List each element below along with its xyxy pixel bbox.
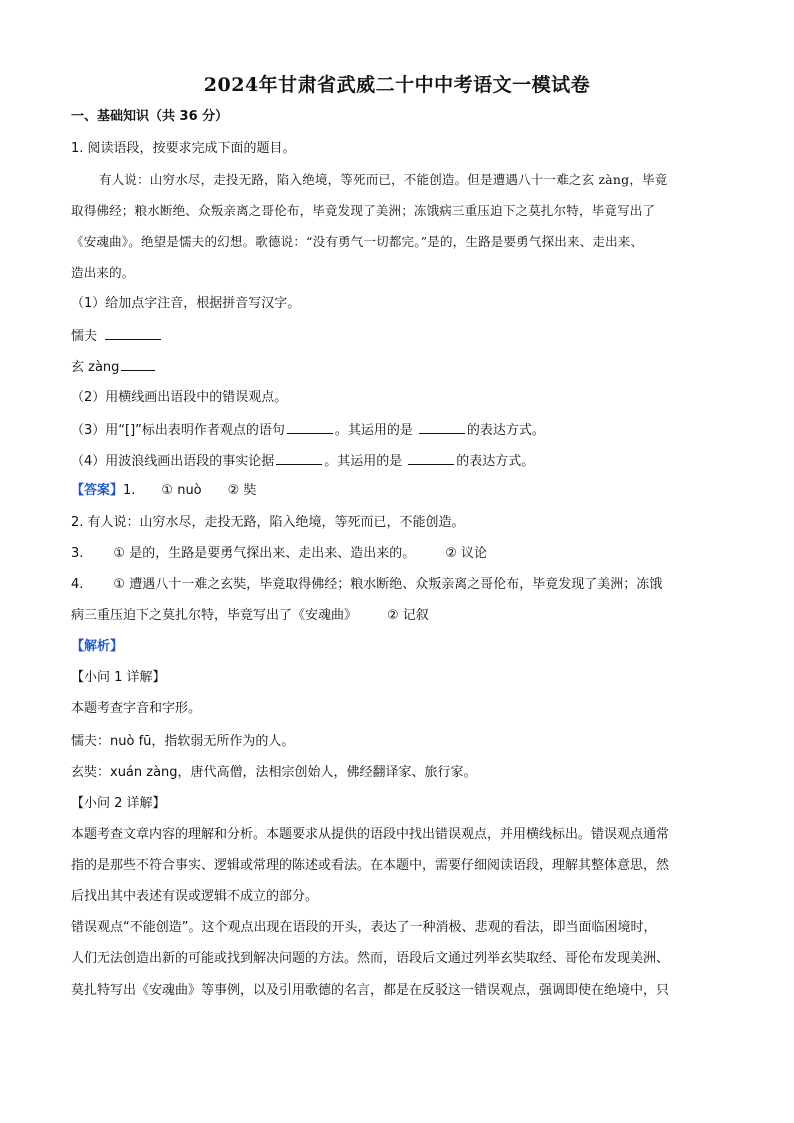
answer-part: ① 是的，生路是要勇气探出来、走出来、造出来的。 [113,546,416,561]
passage-line: 有人说：山穷水尽，走投无路，陷入绝境，等死而已，不能创造。但是遭遇八十一难之玄 zàng，毕竟 [99,172,668,187]
sub-question-1a [71,326,163,346]
sub-question-1: （1）给加点字注音，根据拼音写汉字。 [71,296,301,311]
sub-question-4-text-c: 的表达方式。 [456,454,535,469]
answer-blank [276,451,322,465]
answer-line-2: 2. 有人说：山穷水尽，走投无路，陷入绝境，等死而已，不能创造。 [71,515,465,530]
sub-question-3-text-b: 。其运用的是 [334,423,413,438]
answer-blank [121,357,155,371]
answer-label: 【答案】 [71,483,124,498]
answer-part: ② 记叙 [387,608,429,623]
answer-part: ① nuò [161,483,202,498]
passage-line: 《安魂曲》。绝望是懦夫的幻想。歌德说：“没有勇气一切都完。”是的，生路是要勇气探出来、走出来、 [71,234,644,249]
sub-question-3-text-a: （3）用“[]”标出表明作者观点的语句 [71,423,285,438]
answer-line-4 [71,576,662,594]
sub-analysis-1-heading: 【小问 1 详解】 [71,670,166,685]
sub-question-1b [71,357,157,377]
question-stem: 1. 阅读语段，按要求完成下面的题目。 [71,141,296,156]
passage-line: 造出来的。 [71,265,135,280]
answer-line-1 [71,482,256,500]
answer-number: 3. [71,546,84,561]
answer-blank [419,420,465,434]
analysis-label: 【解析】 [71,639,124,654]
sub-question-4 [71,451,534,471]
page-title: 2024年甘肃省武威二十中中考语文一模试卷 [203,74,591,96]
answer-number: 1. [123,483,136,498]
answer-line-4-cont [71,607,429,625]
answer-number: 4. [71,577,84,592]
sub-question-1b-label: 玄 zàng [71,360,120,375]
analysis-text: 指的是那些不符合事实、逻辑或常理的陈述或看法。在本题中，需要仔细阅读语段，理解其整体意思，然 [71,858,670,873]
sub-question-4-text-a: （4）用波浪线画出语段的事实论据 [71,454,275,469]
answer-blank [105,326,161,340]
answer-blank [408,451,454,465]
section-heading: 一、基础知识（共 36 分） [71,109,229,124]
sub-question-3-text-c: 的表达方式。 [466,423,545,438]
answer-part: 病三重压迫下之莫扎尔特，毕竟写出了《安魂曲》 [71,608,358,623]
analysis-text: 错误观点“不能创造”。这个观点出现在语段的开头，表达了一种消极、悲观的看法，即当面临困境时， [71,920,657,935]
sub-question-2: （2）用横线画出语段中的错误观点。 [71,390,288,405]
answer-line-3 [71,545,487,563]
sub-analysis-2-heading: 【小问 2 详解】 [71,796,166,811]
analysis-text: 懦夫：nuò fū，指软弱无所作为的人。 [71,734,295,749]
answer-part: ① 遭遇八十一难之玄奘，毕竟取得佛经；粮水断绝、众叛亲离之哥伦布，毕竟发现了美洲；冻饿 [113,577,663,592]
analysis-text: 玄奘：xuán zàng，唐代高僧，法相宗创始人，佛经翻译家、旅行家。 [71,765,477,780]
sub-question-1a-label: 懦夫 [71,329,98,344]
analysis-text: 莫扎特写出《安魂曲》等事例，以及引用歌德的名言，都是在反驳这一错误观点，强调即使在绝境中，只 [71,983,670,998]
answer-blank [287,420,333,434]
sub-question-3 [71,420,545,440]
analysis-text: 后找出其中表述有误或逻辑不成立的部分。 [71,889,319,904]
analysis-text: 本题考查文章内容的理解和分析。本题要求从提供的语段中找出错误观点，并用横线标出。错误观点通常 [71,827,670,842]
answer-part: ② 奘 [227,483,257,498]
answer-part: ② 议论 [445,546,487,561]
analysis-text: 本题考查字音和字形。 [71,701,202,716]
sub-question-4-text-b: 。其运用的是 [324,454,403,469]
analysis-text: 人们无法创造出新的可能或找到解决问题的方法。然而，语段后文通过列举玄奘取经、哥伦布发现美洲、 [71,951,670,966]
passage-line: 取得佛经；粮水断绝、众叛亲离之哥伦布，毕竟发现了美洲；冻饿病三重压迫下之莫扎尔特，毕竟写出了 [71,203,656,218]
